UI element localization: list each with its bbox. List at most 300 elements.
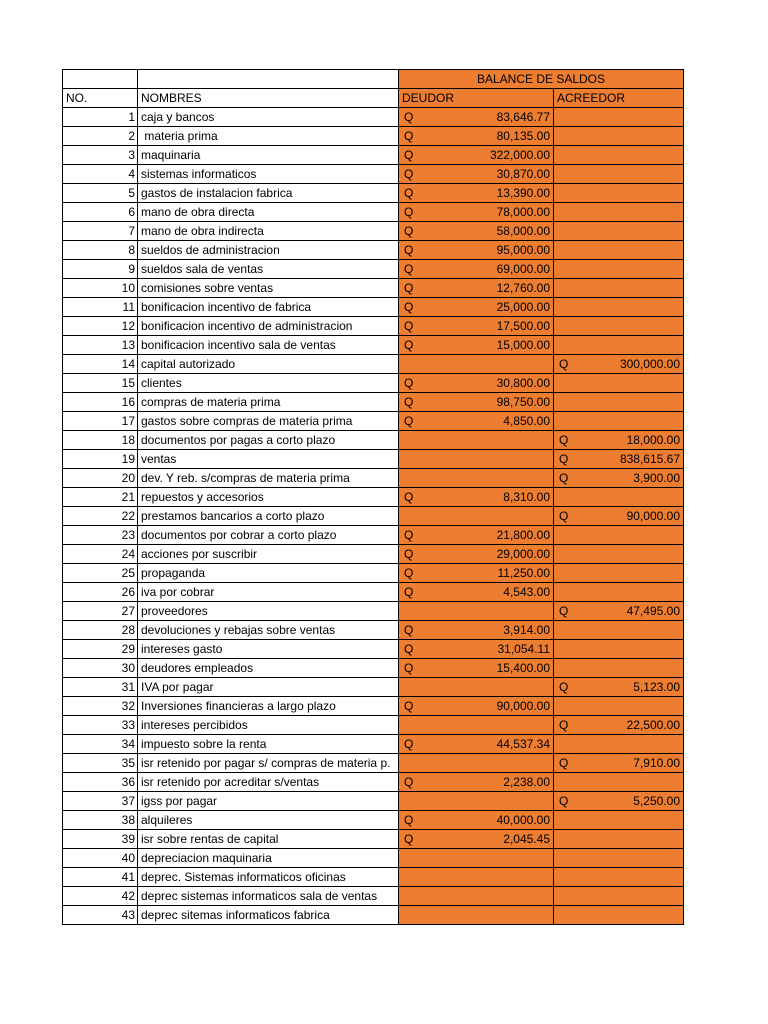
acreedor-cell[interactable] [554, 222, 684, 241]
acreedor-cell[interactable] [554, 279, 684, 298]
row-number[interactable]: 35 [63, 754, 138, 773]
deudor-cell[interactable] [399, 488, 554, 507]
account-name-cell[interactable] [138, 773, 399, 792]
acreedor-amount [554, 355, 683, 373]
row-number[interactable]: 16 [63, 393, 138, 412]
deudor-amount [399, 260, 553, 278]
acreedor-value: 5,250.00 [633, 794, 680, 808]
acreedor-cell[interactable] [554, 906, 684, 925]
table-row [63, 222, 684, 241]
deudor-cell[interactable] [399, 108, 554, 127]
acreedor-cell[interactable] [554, 545, 684, 564]
acreedor-cell[interactable] [554, 431, 684, 450]
row-number[interactable]: 22 [63, 507, 138, 526]
account-name-cell[interactable] [138, 906, 399, 925]
row-number[interactable]: 23 [63, 526, 138, 545]
acreedor-cell[interactable] [554, 127, 684, 146]
deudor-value: 8,310.00 [503, 490, 550, 504]
deudor-value: 31,054.11 [497, 642, 550, 656]
deudor-value: 30,800.00 [496, 376, 550, 390]
acreedor-value: 47,495.00 [626, 604, 680, 618]
deudor-cell[interactable] [399, 450, 554, 469]
deudor-cell[interactable] [399, 146, 554, 165]
deudor-cell[interactable] [399, 640, 554, 659]
account-name: propaganda [141, 566, 206, 580]
deudor-value: 30,870.00 [496, 167, 550, 181]
account-name-cell[interactable] [138, 260, 399, 279]
deudor-cell[interactable] [399, 849, 554, 868]
table-row [63, 165, 684, 184]
deudor-cell[interactable] [399, 906, 554, 925]
deudor-cell[interactable] [399, 165, 554, 184]
deudor-cell[interactable] [399, 868, 554, 887]
acreedor-cell[interactable] [554, 640, 684, 659]
acreedor-value: 838,615.67 [619, 452, 680, 466]
deudor-cell[interactable] [399, 659, 554, 678]
row-number[interactable]: 1 [63, 108, 138, 127]
account-name: igss por pagar [141, 794, 218, 808]
table-row [63, 127, 684, 146]
deudor-amount [399, 564, 553, 582]
account-name: proveedores [141, 604, 208, 618]
acreedor-cell[interactable] [554, 564, 684, 583]
account-name-cell[interactable] [138, 222, 399, 241]
row-number[interactable]: 32 [63, 697, 138, 716]
table-row [63, 602, 684, 621]
deudor-cell[interactable] [399, 203, 554, 222]
acreedor-cell[interactable] [554, 108, 684, 127]
table-row [63, 868, 684, 887]
deudor-cell[interactable] [399, 241, 554, 260]
row-number[interactable]: 6 [63, 203, 138, 222]
row-number[interactable]: 14 [63, 355, 138, 374]
account-name-cell[interactable] [138, 450, 399, 469]
row-number[interactable]: 9 [63, 260, 138, 279]
acreedor-value: 7,910.00 [633, 756, 680, 770]
acreedor-cell[interactable] [554, 165, 684, 184]
acreedor-cell[interactable] [554, 488, 684, 507]
acreedor-cell[interactable] [554, 184, 684, 203]
deudor-cell[interactable] [399, 621, 554, 640]
currency-symbol: Q [404, 642, 414, 656]
deudor-amount [399, 735, 553, 753]
account-name-cell[interactable] [138, 317, 399, 336]
account-name-cell[interactable] [138, 393, 399, 412]
acreedor-cell[interactable] [554, 374, 684, 393]
deudor-amount [399, 393, 553, 411]
currency-symbol: Q [404, 110, 414, 124]
acreedor-amount [554, 507, 683, 525]
deudor-value: 95,000.00 [496, 243, 550, 257]
table-row [63, 488, 684, 507]
deudor-cell[interactable] [399, 545, 554, 564]
deudor-cell[interactable] [399, 754, 554, 773]
acreedor-cell[interactable] [554, 830, 684, 849]
account-name: compras de materia prima [141, 395, 281, 409]
row-number[interactable]: 39 [63, 830, 138, 849]
deudor-amount [399, 241, 553, 259]
deudor-cell[interactable] [399, 184, 554, 203]
acreedor-cell[interactable] [554, 773, 684, 792]
row-number[interactable]: 10 [63, 279, 138, 298]
currency-symbol: Q [404, 547, 414, 561]
deudor-value: 2,045.45 [503, 832, 550, 846]
acreedor-cell[interactable] [554, 602, 684, 621]
row-number[interactable]: 28 [63, 621, 138, 640]
deudor-cell[interactable] [399, 298, 554, 317]
table-row [63, 203, 684, 222]
account-name-cell[interactable] [138, 545, 399, 564]
row-number[interactable]: 21 [63, 488, 138, 507]
currency-symbol: Q [404, 129, 414, 143]
currency-symbol: Q [404, 395, 414, 409]
account-name-cell[interactable] [138, 792, 399, 811]
table-row [63, 412, 684, 431]
row-number[interactable]: 4 [63, 165, 138, 184]
deudor-cell[interactable] [399, 735, 554, 754]
acreedor-cell[interactable] [554, 659, 684, 678]
acreedor-cell[interactable] [554, 355, 684, 374]
row-number[interactable]: 3 [63, 146, 138, 165]
currency-symbol: Q [559, 604, 569, 618]
acreedor-cell[interactable] [554, 450, 684, 469]
acreedor-cell[interactable] [554, 678, 684, 697]
account-name-cell[interactable] [138, 507, 399, 526]
account-name: documentos por pagas a corto plazo [141, 433, 336, 447]
row-number[interactable]: 34 [63, 735, 138, 754]
deudor-cell[interactable] [399, 830, 554, 849]
acreedor-cell[interactable] [554, 412, 684, 431]
acreedor-cell[interactable] [554, 887, 684, 906]
deudor-cell[interactable] [399, 393, 554, 412]
account-name: maquinaria [141, 148, 201, 162]
deudor-cell[interactable] [399, 374, 554, 393]
row-number[interactable]: 17 [63, 412, 138, 431]
deudor-cell[interactable] [399, 887, 554, 906]
deudor-amount [399, 146, 553, 164]
account-name-cell[interactable] [138, 203, 399, 222]
currency-symbol: Q [404, 319, 414, 333]
deudor-amount [399, 545, 553, 563]
account-name-cell[interactable] [138, 887, 399, 906]
account-name-cell[interactable] [138, 849, 399, 868]
account-name: dev. Y reb. s/compras de materia prima [141, 471, 350, 485]
acreedor-cell[interactable] [554, 754, 684, 773]
currency-symbol: Q [404, 224, 414, 238]
account-name-cell[interactable] [138, 412, 399, 431]
title-row [63, 70, 684, 89]
deudor-amount [399, 640, 553, 658]
account-name-cell[interactable] [138, 754, 399, 773]
table-row [63, 507, 684, 526]
currency-symbol: Q [404, 338, 414, 352]
table-row [63, 469, 684, 488]
deudor-cell[interactable] [399, 412, 554, 431]
deudor-amount [399, 526, 553, 544]
account-name: documentos por cobrar a corto plazo [141, 528, 337, 542]
account-name: materia prima [141, 129, 218, 143]
deudor-value: 4,543.00 [503, 585, 550, 599]
table-row [63, 393, 684, 412]
account-name: sistemas informaticos [141, 167, 257, 181]
acreedor-cell[interactable] [554, 621, 684, 640]
deudor-value: 17,500.00 [496, 319, 550, 333]
deudor-cell[interactable] [399, 260, 554, 279]
account-name-cell[interactable] [138, 431, 399, 450]
deudor-value: 98,750.00 [496, 395, 550, 409]
header-no[interactable]: NO. [63, 89, 138, 108]
row-number[interactable]: 42 [63, 887, 138, 906]
row-number[interactable]: 24 [63, 545, 138, 564]
currency-symbol: Q [404, 300, 414, 314]
row-number[interactable]: 5 [63, 184, 138, 203]
acreedor-cell[interactable] [554, 298, 684, 317]
acreedor-value: 3,900.00 [633, 471, 680, 485]
account-name-cell[interactable] [138, 165, 399, 184]
account-name: mano de obra indirecta [141, 224, 264, 238]
row-number[interactable]: 19 [63, 450, 138, 469]
deudor-amount [399, 203, 553, 221]
acreedor-cell[interactable] [554, 792, 684, 811]
deudor-amount [399, 336, 553, 354]
account-name-cell[interactable] [138, 602, 399, 621]
deudor-value: 58,000.00 [496, 224, 550, 238]
table-row [63, 108, 684, 127]
deudor-value: 4,850.00 [503, 414, 550, 428]
deudor-cell[interactable] [399, 336, 554, 355]
currency-symbol: Q [404, 832, 414, 846]
account-name-cell[interactable] [138, 374, 399, 393]
table-row [63, 146, 684, 165]
deudor-amount [399, 488, 553, 506]
deudor-cell[interactable] [399, 507, 554, 526]
sheet-title[interactable]: BALANCE DE SALDOS [399, 70, 684, 89]
table-row [63, 621, 684, 640]
deudor-cell[interactable] [399, 279, 554, 298]
acreedor-cell[interactable] [554, 811, 684, 830]
row-number[interactable]: 20 [63, 469, 138, 488]
deudor-value: 15,000.00 [496, 338, 550, 352]
header-row [63, 89, 684, 108]
deudor-amount [399, 830, 553, 848]
deudor-amount [399, 412, 553, 430]
deudor-value: 13,390.00 [496, 186, 550, 200]
row-number[interactable]: 18 [63, 431, 138, 450]
header-deudor[interactable]: DEUDOR [399, 89, 554, 108]
currency-symbol: Q [559, 718, 569, 732]
deudor-value: 322,000.00 [489, 148, 550, 162]
header-nombres[interactable]: NOMBRES [138, 89, 399, 108]
deudor-cell[interactable] [399, 222, 554, 241]
acreedor-amount [554, 754, 683, 772]
account-name-cell[interactable] [138, 336, 399, 355]
deudor-cell[interactable] [399, 469, 554, 488]
row-number[interactable]: 11 [63, 298, 138, 317]
account-name-cell[interactable] [138, 469, 399, 488]
acreedor-cell[interactable] [554, 526, 684, 545]
deudor-cell[interactable] [399, 583, 554, 602]
deudor-cell[interactable] [399, 811, 554, 830]
table-row [63, 298, 684, 317]
deudor-cell[interactable] [399, 678, 554, 697]
account-name-cell[interactable] [138, 279, 399, 298]
row-number[interactable]: 13 [63, 336, 138, 355]
deudor-value: 21,800.00 [496, 528, 550, 542]
row-number[interactable]: 25 [63, 564, 138, 583]
row-number[interactable]: 15 [63, 374, 138, 393]
row-number[interactable]: 2 [63, 127, 138, 146]
account-name-cell[interactable] [138, 564, 399, 583]
row-number[interactable]: 43 [63, 906, 138, 925]
row-number[interactable]: 7 [63, 222, 138, 241]
deudor-cell[interactable] [399, 716, 554, 735]
account-name-cell[interactable] [138, 583, 399, 602]
table-row [63, 754, 684, 773]
acreedor-cell[interactable] [554, 716, 684, 735]
blank-cell[interactable] [138, 70, 399, 89]
acreedor-cell[interactable] [554, 469, 684, 488]
acreedor-cell[interactable] [554, 146, 684, 165]
row-number[interactable]: 41 [63, 868, 138, 887]
row-number[interactable]: 29 [63, 640, 138, 659]
acreedor-cell[interactable] [554, 260, 684, 279]
account-name-cell[interactable] [138, 526, 399, 545]
account-name-cell[interactable] [138, 488, 399, 507]
deudor-cell[interactable] [399, 564, 554, 583]
currency-symbol: Q [404, 813, 414, 827]
table-row [63, 583, 684, 602]
acreedor-cell[interactable] [554, 735, 684, 754]
deudor-cell[interactable] [399, 431, 554, 450]
account-name-cell[interactable] [138, 659, 399, 678]
account-name-cell[interactable] [138, 811, 399, 830]
row-number[interactable]: 38 [63, 811, 138, 830]
table-row [63, 716, 684, 735]
table-row [63, 355, 684, 374]
account-name: intereses percibidos [141, 718, 248, 732]
account-name: clientes [141, 376, 182, 390]
row-number[interactable]: 37 [63, 792, 138, 811]
account-name: impuesto sobre la renta [141, 737, 267, 751]
deudor-value: 44,537.34 [496, 737, 550, 751]
deudor-cell[interactable] [399, 355, 554, 374]
deudor-amount [399, 127, 553, 145]
deudor-value: 3,914.00 [503, 623, 550, 637]
account-name-cell[interactable] [138, 621, 399, 640]
account-name-cell[interactable] [138, 716, 399, 735]
deudor-value: 15,400.00 [496, 661, 550, 675]
account-name: caja y bancos [141, 110, 215, 124]
deudor-amount [399, 298, 553, 316]
deudor-cell[interactable] [399, 317, 554, 336]
acreedor-cell[interactable] [554, 697, 684, 716]
row-number[interactable]: 26 [63, 583, 138, 602]
row-number[interactable]: 8 [63, 241, 138, 260]
currency-symbol: Q [404, 528, 414, 542]
deudor-amount [399, 811, 553, 829]
row-number[interactable]: 33 [63, 716, 138, 735]
currency-symbol: Q [404, 376, 414, 390]
acreedor-cell[interactable] [554, 336, 684, 355]
deudor-value: 2,238.00 [503, 775, 550, 789]
currency-symbol: Q [404, 699, 414, 713]
account-name: deudores empleados [141, 661, 254, 675]
row-number[interactable]: 12 [63, 317, 138, 336]
currency-symbol: Q [404, 262, 414, 276]
account-name-cell[interactable] [138, 830, 399, 849]
account-name: IVA por pagar [141, 680, 214, 694]
deudor-cell[interactable] [399, 127, 554, 146]
account-name-cell[interactable] [138, 697, 399, 716]
currency-symbol: Q [404, 623, 414, 637]
deudor-amount [399, 621, 553, 639]
table-row [63, 811, 684, 830]
header-acreedor[interactable]: ACREEDOR [554, 89, 684, 108]
acreedor-cell[interactable] [554, 393, 684, 412]
deudor-cell[interactable] [399, 602, 554, 621]
acreedor-cell[interactable] [554, 507, 684, 526]
balance-table [62, 69, 684, 925]
currency-symbol: Q [404, 585, 414, 599]
acreedor-cell[interactable] [554, 203, 684, 222]
table-row [63, 431, 684, 450]
account-name-cell[interactable] [138, 184, 399, 203]
table-row [63, 241, 684, 260]
deudor-cell[interactable] [399, 697, 554, 716]
table-row [63, 545, 684, 564]
account-name: depreciacion maquinaria [141, 851, 272, 865]
currency-symbol: Q [404, 775, 414, 789]
acreedor-cell[interactable] [554, 868, 684, 887]
account-name-cell[interactable] [138, 735, 399, 754]
table-row [63, 317, 684, 336]
row-number[interactable]: 31 [63, 678, 138, 697]
row-number[interactable]: 36 [63, 773, 138, 792]
acreedor-amount [554, 678, 683, 696]
account-name: sueldos sala de ventas [141, 262, 264, 276]
deudor-cell[interactable] [399, 773, 554, 792]
acreedor-amount [554, 450, 683, 468]
account-name-cell[interactable] [138, 678, 399, 697]
deudor-cell[interactable] [399, 526, 554, 545]
acreedor-cell[interactable] [554, 317, 684, 336]
account-name-cell[interactable] [138, 241, 399, 260]
row-number[interactable]: 30 [63, 659, 138, 678]
deudor-amount [399, 184, 553, 202]
acreedor-cell[interactable] [554, 241, 684, 260]
account-name-cell[interactable] [138, 127, 399, 146]
row-number[interactable]: 27 [63, 602, 138, 621]
currency-symbol: Q [559, 756, 569, 770]
account-name-cell[interactable] [138, 355, 399, 374]
deudor-amount [399, 165, 553, 183]
acreedor-amount [554, 431, 683, 449]
currency-symbol: Q [559, 452, 569, 466]
account-name-cell[interactable] [138, 640, 399, 659]
currency-symbol: Q [404, 490, 414, 504]
account-name: iva por cobrar [141, 585, 215, 599]
acreedor-cell[interactable] [554, 849, 684, 868]
account-name-cell[interactable] [138, 298, 399, 317]
account-name-cell[interactable] [138, 108, 399, 127]
blank-cell[interactable] [63, 70, 138, 89]
acreedor-cell[interactable] [554, 583, 684, 602]
currency-symbol: Q [404, 737, 414, 751]
row-number[interactable]: 40 [63, 849, 138, 868]
account-name-cell[interactable] [138, 146, 399, 165]
deudor-cell[interactable] [399, 792, 554, 811]
account-name-cell[interactable] [138, 868, 399, 887]
